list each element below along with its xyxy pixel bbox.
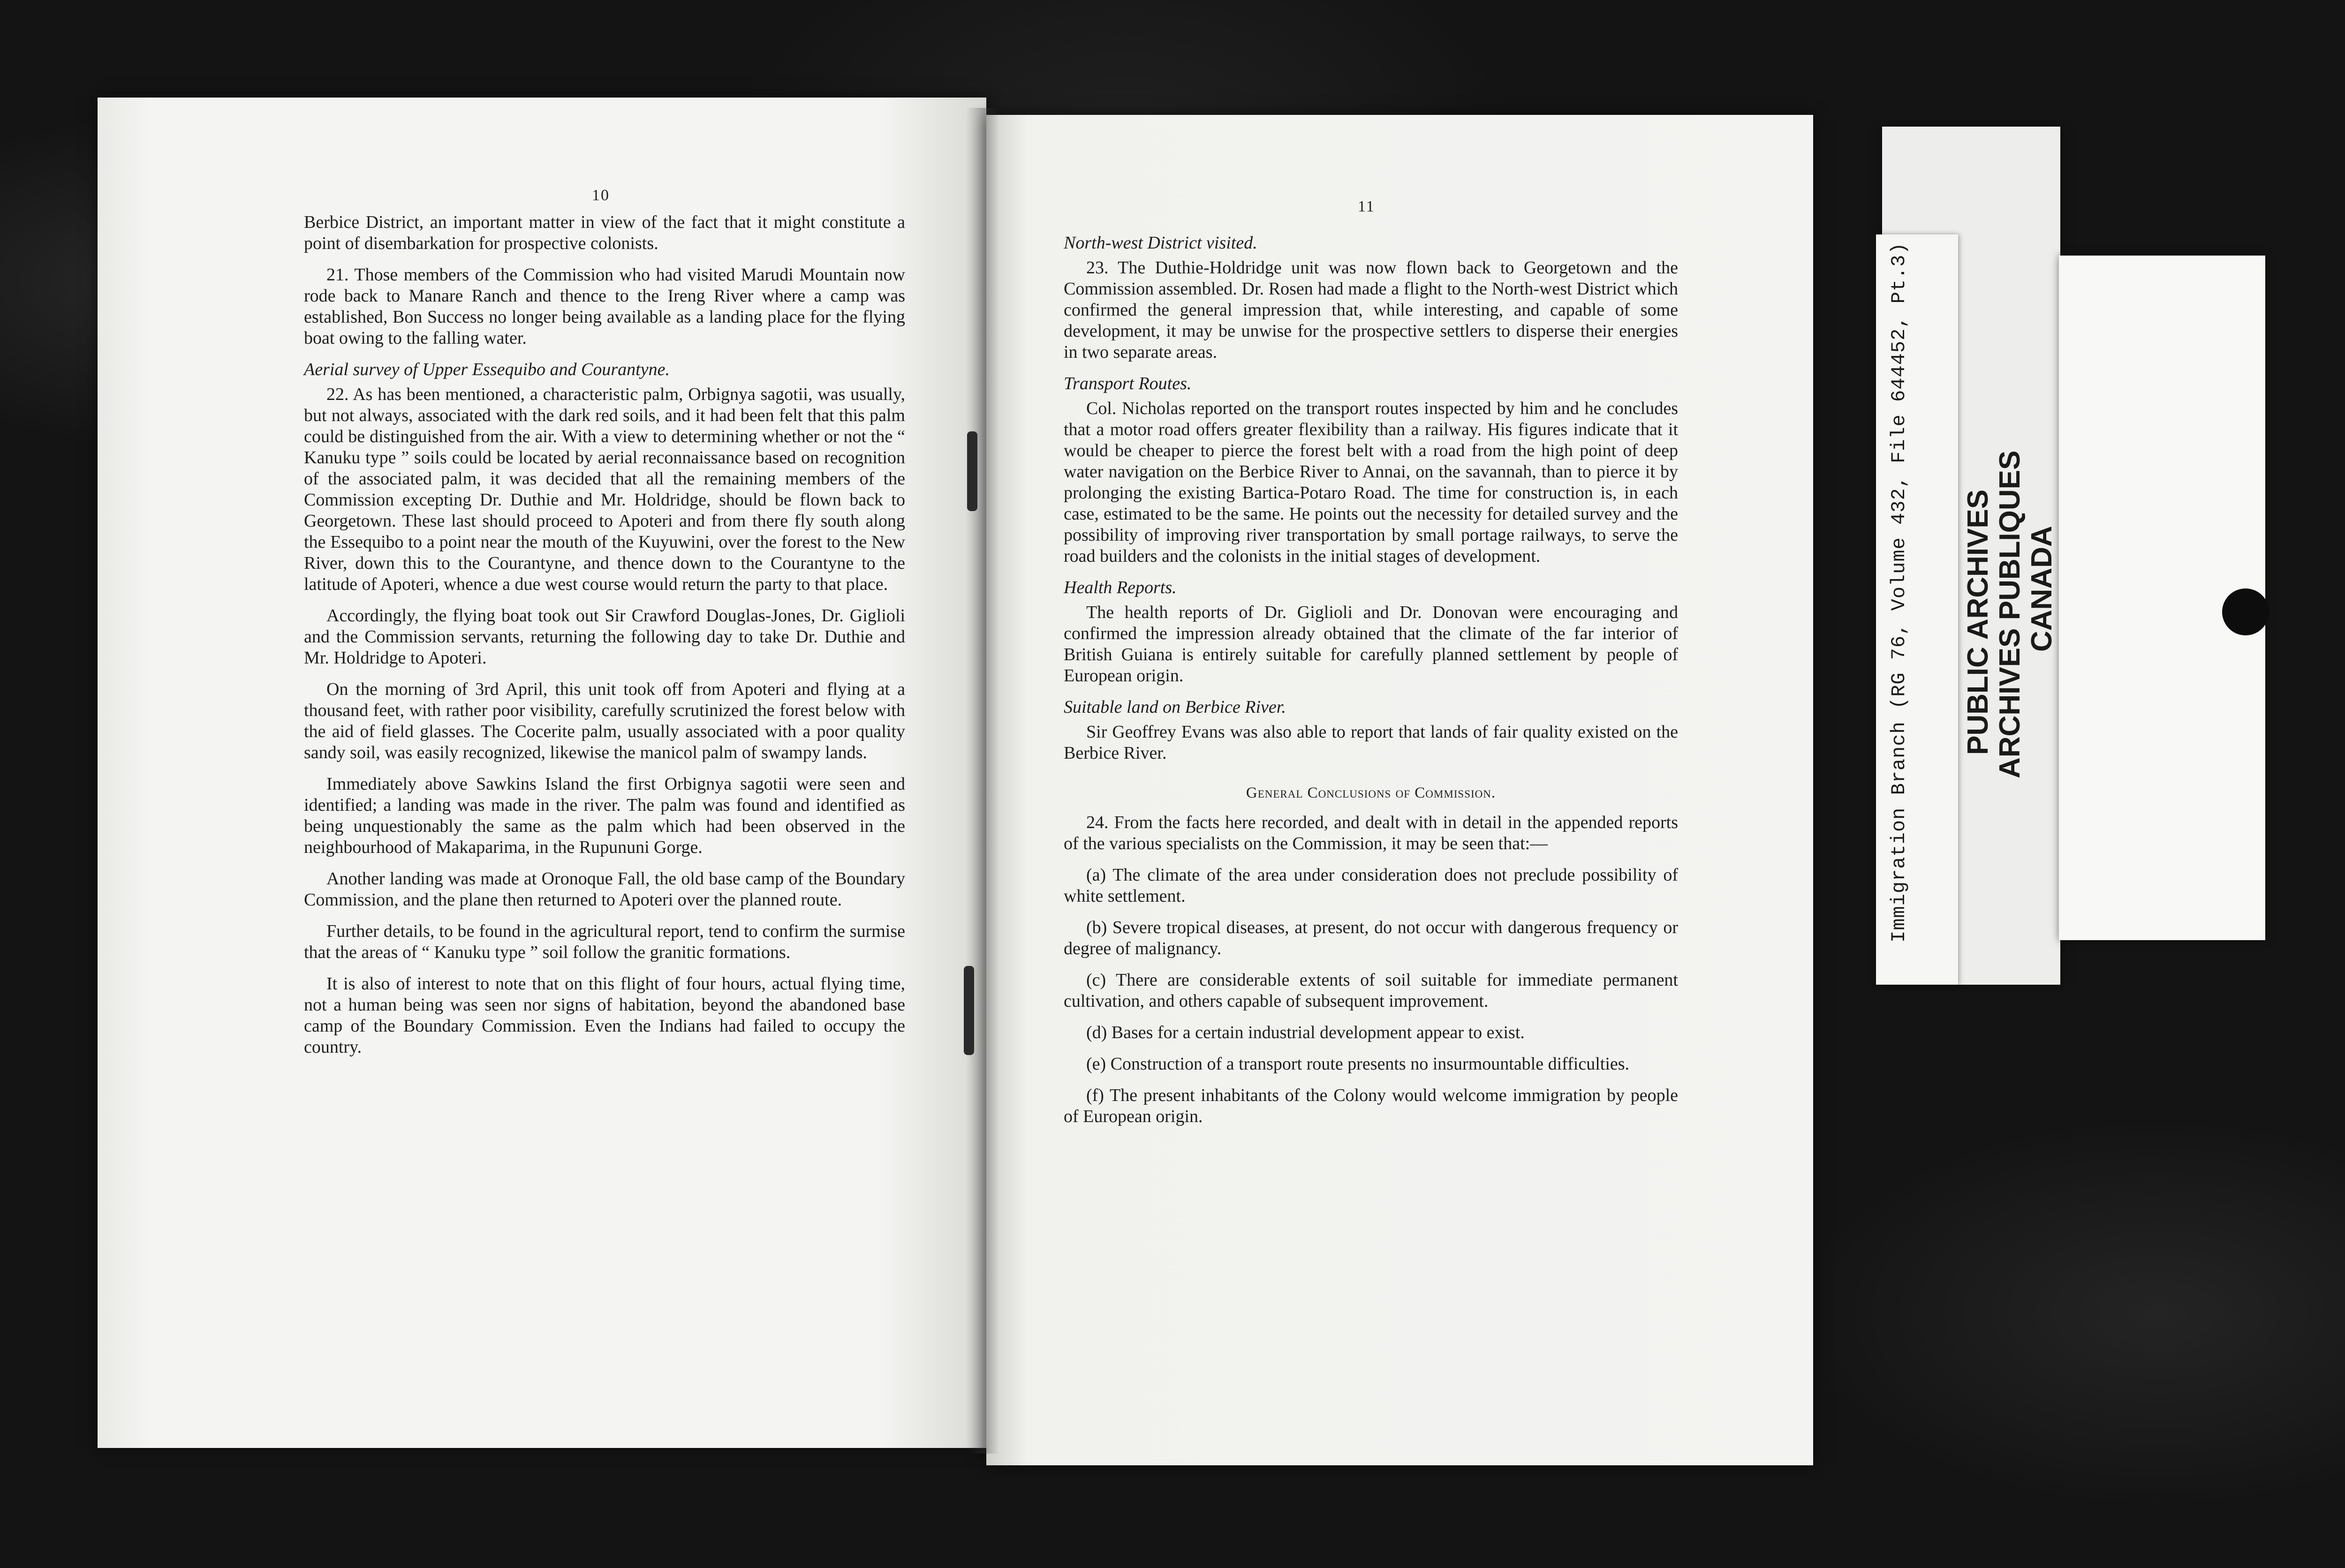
book-gutter <box>966 108 999 1454</box>
paragraph: Immediately above Sawkins Island the first Orbignya sagotii were seen and identified; a landing was made in the river. The palm was found and identified as being unquestionably the same as the palm which had been observed in the neighbourhood of Makaparima, in the Rupununi Gorge. <box>304 774 905 857</box>
paragraph: (d) Bases for a certain industrial development appear to exist. <box>1086 1023 1525 1042</box>
paragraph: Accordingly, the flying boat took out Sir Crawford Douglas-Jones, Dr. Giglioli and the Commission servants, returning the following day to take Dr. Duthie and Mr. Holdridge to Apoteri. <box>304 606 905 668</box>
paragraph: Col. Nicholas reported on the transport routes inspected by him and he concludes that a motor road offers greater flexibility than a railway. His figures indicate that it would be cheaper to pierce the forest belt with a road from the high point of deep water navigation on the Berbice River to Annai, on the savannah, than to pierce it by prolonging the existing Bartica-Potaro Road. The time for construction is, in each case, estimated to be the same. He points out the necessity for detailed survey and the possibility of improving river transportation by small portage railways, to serve the road builders and the colonists in the initial stages of development. <box>1064 399 1678 566</box>
paragraph: Sir Geoffrey Evans was also able to report that lands of fair quality existed on the Berbice River. <box>1064 722 1678 763</box>
section-heading: North-west District visited. <box>1064 233 1257 253</box>
paragraph: (a) The climate of the area under consideration does not preclude possibility of white settlement. <box>1064 865 1678 906</box>
archive-reference: Immigration Branch (RG 76, Volume 432, File 644452, Pt.3) <box>1888 242 1910 942</box>
punch-hole <box>2222 588 2269 635</box>
paragraph: Berbice District, an important matter in view of the fact that it might constitute a point of disembarkation for prospective colonists. <box>304 212 905 253</box>
paragraph: The health reports of Dr. Giglioli and Dr. Donovan were encouraging and confirmed the impression already obtained that the climate of the far interior of British Guiana is entirely suitable for carefully planned settlement by people of European origin. <box>1064 603 1678 686</box>
paragraph: (f) The present inhabitants of the Colony would welcome immigration by people of European origin. <box>1064 1086 1678 1126</box>
section-heading: Aerial survey of Upper Essequibo and Courantyne. <box>304 360 670 379</box>
section-heading: Transport Routes. <box>1064 374 1192 393</box>
archive-stamp-line-2: ARCHIVES PUBLIQUES <box>1994 450 2026 778</box>
staple <box>964 966 974 1055</box>
section-heading: Health Reports. <box>1064 578 1177 597</box>
paragraph: 24. From the facts here recorded, and dealt with in detail in the appended reports of the various specialists on the Commission, it may be seen that:— <box>1064 813 1678 853</box>
paragraph: (c) There are considerable extents of soil suitable for immediate permanent cultivation, and others capable of subsequent improvement. <box>1064 970 1678 1011</box>
paragraph: On the morning of 3rd April, this unit took off from Apoteri and flying at a thousand feet, with rather poor visibility, carefully scrutinized the forest below with the aid of field glasses. The Cocerite palm, usually associated with a poor quality sandy soil, was easily recognized, likewise the manicol palm of swampy lands. <box>304 679 905 762</box>
paragraph: (b) Severe tropical diseases, at present, do not occur with dangerous frequency or degree of malignancy. <box>1064 918 1678 958</box>
archive-stamp-line-1: PUBLIC ARCHIVES <box>1962 489 1994 755</box>
archive-stamp-line-3: CANADA <box>2026 526 2058 652</box>
section-title: General Conclusions of Commission. <box>1246 784 1496 801</box>
paragraph: 22. As has been mentioned, a characteristic palm, Orbignya sagotii, was usually, but not always, associated with the dark red soils, and it had been felt that this palm could be distinguished from the air. With a view to determining whether or not the “ Kanuku type ” soils could be located by aerial reconnaissance based on recognition of the associated palm, it was decided that all the remaining members of the Commission excepting Dr. Duthie and Mr. Holdridge, should be flown back to Georgetown. These last should proceed to Apoteri and from there fly south along the Essequibo to a point near the mouth of the Kuyuwini, over the forest to the New River, down this to the Courantyne, and thence down to the Courantyne to the latitude of Apoteri, whence a due west course would return the party to that place. <box>304 384 905 594</box>
paragraph: (e) Construction of a transport route presents no insurmountable difficulties. <box>1086 1054 1630 1074</box>
right-page-text <box>1064 226 1678 1138</box>
paragraph: Further details, to be found in the agricultural report, tend to confirm the surmise that the areas of “ Kanuku type ” soil follow the granitic formations. <box>304 921 905 962</box>
page-number-right: 11 <box>1358 198 1375 215</box>
paragraph: It is also of interest to note that on this flight of four hours, actual flying time, not a human being was seen nor signs of habitation, beyond the abandoned base camp of the Boundary Commission. Even the Indians had failed to occupy the country. <box>304 974 905 1057</box>
paragraph: 21. Those members of the Commission who had visited Marudi Mountain now rode back to Manare Ranch and thence to the Ireng River where a camp was established, Bon Success no longer being available as a landing place for the flying boat owing to the falling water. <box>304 265 905 348</box>
paragraph: 23. The Duthie-Holdridge unit was now flown back to Georgetown and the Commission assembled. Dr. Rosen had made a flight to the North-west District which confirmed the general impression that, while interesting, and capable of some development, it may be unwise for the prospective settlers to disperse their energies in two separate areas. <box>1064 258 1678 362</box>
left-page-text <box>304 212 905 1068</box>
page-number-left: 10 <box>592 187 610 204</box>
staple <box>967 431 977 511</box>
paragraph: Another landing was made at Oronoque Fall, the old base camp of the Boundary Commission, and the plane then returned to Apoteri over the planned route. <box>304 869 905 910</box>
section-heading: Suitable land on Berbice River. <box>1064 697 1286 717</box>
